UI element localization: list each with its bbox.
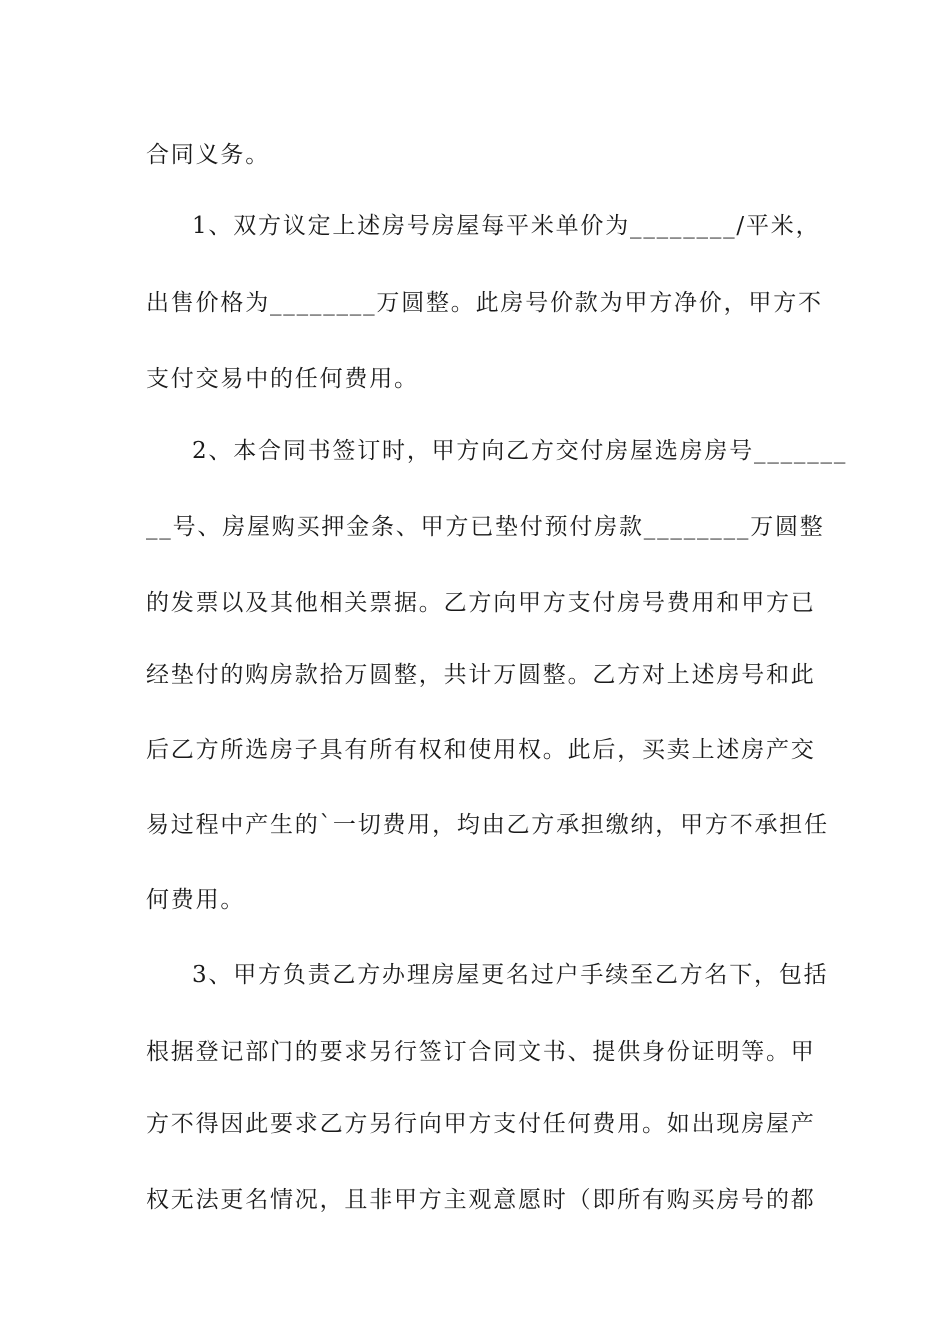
text-line: 方不得因此要求乙方另行向甲方支付任何费用。如出现房屋产 [146,1111,816,1137]
clause-3-line: 3、甲方负责乙方办理房屋更名过户手续至乙方名下，包括 [192,962,829,988]
text-line: 经垫付的购房款拾万圆整，共计万圆整。乙方对上述房号和此 [146,662,816,688]
text-line: __号、房屋购买押金条、甲方已垫付预付房款________万圆整 [146,514,825,540]
clause-1-line: 1、双方议定上述房号房屋每平米单价为________/平米， [192,213,821,239]
text-line: 何费用。 [146,887,246,913]
text-line: 后乙方所选房子具有所有权和使用权。此后，买卖上述房产交 [146,737,816,763]
text-line: 根据登记部门的要求另行签订合同文书、提供身份证明等。甲 [146,1039,816,1065]
text-line: 支付交易中的任何费用。 [146,366,419,392]
text-line: 合同义务。 [146,142,270,168]
text-line: 的发票以及其他相关票据。乙方向甲方支付房号费用和甲方已 [146,590,816,616]
text-line: 出售价格为________万圆整。此房号价款为甲方净价，甲方不 [146,290,823,316]
clause-2-line: 2、本合同书签订时，甲方向乙方交付房屋选房房号_______ [192,438,848,464]
text-line: 权无法更名情况，且非甲方主观意愿时（即所有购买房号的都 [146,1187,816,1213]
text-line: 易过程中产生的`一切费用，均由乙方承担缴纳，甲方不承担任 [146,812,829,838]
